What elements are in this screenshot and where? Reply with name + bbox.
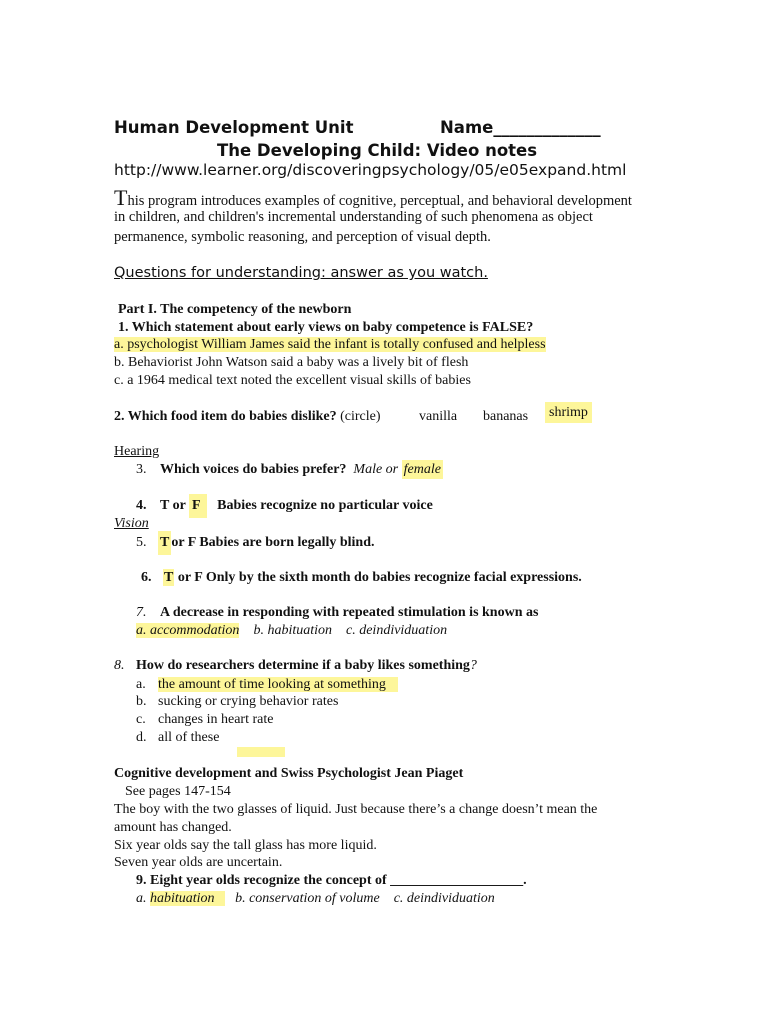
q8-option-c: changes in heart rate: [158, 712, 274, 727]
q8-line: [136, 658, 477, 674]
q3-line: [160, 462, 443, 478]
q2-option-bananas: bananas: [483, 409, 529, 424]
part1-title: Part I. The competency of the newborn: [118, 302, 352, 317]
q5-line: [158, 535, 375, 551]
piaget-line-4: Seven year olds are uncertain.: [114, 855, 283, 870]
q2-hint: (circle): [340, 409, 381, 424]
intro-line-2: in children, and children's incremental understanding of such phenomena as object: [114, 209, 593, 225]
vision-label: Vision: [114, 516, 149, 531]
q3-text: Which voices do babies prefer?: [160, 462, 347, 477]
q9-a-label: a.: [136, 891, 147, 906]
answer-highlight-mark: [237, 747, 285, 757]
q9-text: 9. Eight year olds recognize the concept of ___________________.: [136, 873, 527, 888]
q4-f-highlight: F: [189, 494, 207, 518]
intro-line-1: [114, 185, 632, 211]
q7-option-b: b. habituation: [253, 623, 332, 638]
q7-options: [136, 623, 447, 639]
q4-t: T or: [160, 498, 186, 513]
q5-text: or F Babies are born legally blind.: [171, 535, 375, 550]
page-subtitle: The Developing Child: Video notes: [217, 141, 538, 160]
q1-option-c: c. a 1964 medical text noted the excellent visual skills of babies: [114, 373, 471, 388]
q6-num: 6.: [141, 570, 152, 585]
q9-options: [136, 891, 495, 907]
q8-b-label: b.: [136, 694, 147, 709]
q2-option-shrimp: [545, 405, 592, 421]
q7-option-a-highlight: a. accommodation: [136, 623, 240, 638]
q2-shrimp-highlight: shrimp: [545, 402, 592, 423]
q8-num: 8.: [114, 658, 125, 673]
q6-text: or F Only by the sixth month do babies recognize facial expressions.: [177, 570, 582, 585]
q5-num: 5.: [136, 535, 147, 550]
q1-option-a: [114, 337, 546, 353]
q9-option-b: b. conservation of volume: [235, 891, 380, 906]
q7-text: A decrease in responding with repeated stimulation is known as: [160, 605, 539, 620]
q8-option-a-highlight: the amount of time looking at something: [158, 677, 398, 692]
q6-line: [163, 570, 582, 586]
piaget-pages: See pages 147-154: [125, 784, 231, 799]
piaget-line-2: amount has changed.: [114, 820, 232, 835]
q1-text: 1. Which statement about early views on baby competence is FALSE?: [118, 320, 534, 335]
q9-option-a-highlight: habituation: [150, 891, 225, 906]
q3-female-highlight: female: [403, 462, 441, 477]
q3-male: Male or: [353, 462, 399, 477]
source-url: http://www.learner.org/discoveringpsychology/05/e05expand.html: [114, 161, 627, 179]
q8-option-b: sucking or crying behavior rates: [158, 694, 339, 709]
q1-option-b: b. Behaviorist John Watson said a baby was a lively bit of flesh: [114, 355, 469, 370]
name-field-label: Name_____________: [440, 118, 601, 137]
q6-t-highlight: T: [164, 570, 174, 585]
q4-line: [160, 498, 433, 514]
hearing-label: Hearing: [114, 444, 160, 459]
q8-d-label: d.: [136, 730, 147, 745]
q8-qmark: ?: [469, 658, 477, 673]
q8-text: How do researchers determine if a baby likes something: [136, 658, 470, 673]
piaget-title: Cognitive development and Swiss Psychologist Jean Piaget: [114, 766, 464, 781]
q2-option-vanilla: vanilla: [419, 409, 458, 424]
questions-heading: Questions for understanding: answer as you watch.: [114, 265, 488, 281]
q2-text: 2. Which food item do babies dislike?: [114, 409, 337, 424]
q8-option-a: [158, 677, 398, 693]
q8-c-label: c.: [136, 712, 146, 727]
q9-option-c: c. deindividuation: [393, 891, 495, 906]
drop-cap: T: [114, 185, 128, 210]
piaget-line-1: The boy with the two glasses of liquid. Just because there’s a change doesn’t mean the: [114, 802, 598, 817]
q2-line: [114, 409, 381, 425]
q7-num: 7.: [136, 605, 147, 620]
q8-option-d: all of these: [158, 730, 220, 745]
q4-text: Babies recognize no particular voice: [217, 498, 433, 513]
intro-line-3: permanence, symbolic reasoning, and perception of visual depth.: [114, 229, 491, 245]
unit-title: Human Development Unit: [114, 118, 354, 137]
q3-num: 3.: [136, 462, 147, 477]
q7-option-c: c. deindividuation: [346, 623, 448, 638]
q5-t-highlight: T: [158, 531, 171, 555]
piaget-line-3: Six year olds say the tall glass has more liquid.: [114, 838, 377, 853]
q8-a-label: a.: [136, 677, 146, 692]
q4-num: 4.: [136, 498, 147, 513]
q1-option-a-highlight: a. psychologist William James said the infant is totally confused and helpless: [114, 337, 546, 352]
intro-line-1-text: his program introduces examples of cognitive, perceptual, and behavioral development: [127, 193, 632, 209]
